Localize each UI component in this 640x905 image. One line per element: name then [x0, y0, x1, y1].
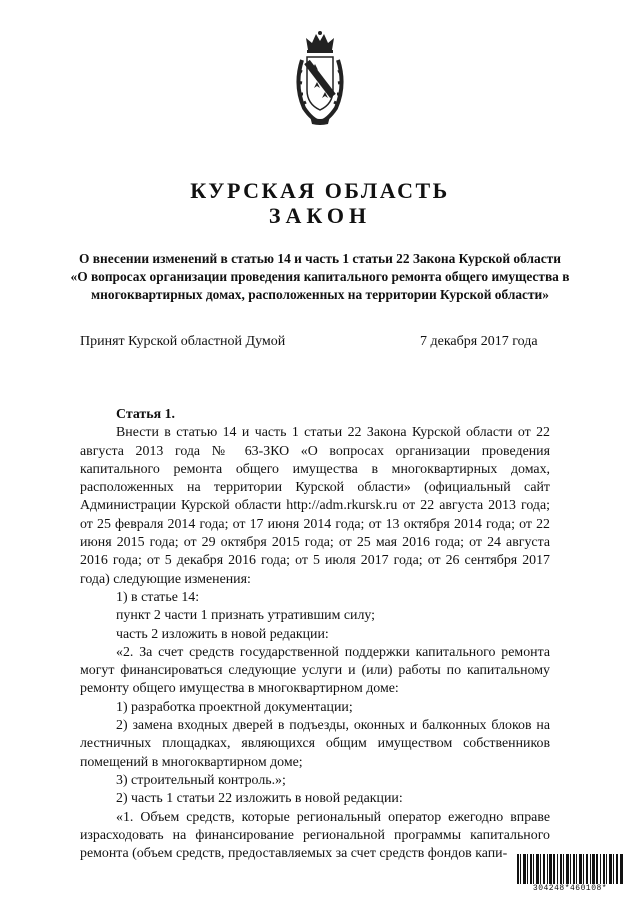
quoted-paragraph: «2. За счет средств государственной поддержки капитального ремонта могут финансироваться следующие услуги и (или) работы по капитальному ремонту общего имущества в многоквартирном доме:	[80, 644, 550, 697]
adoption-date: 7 декабря 2017 года	[420, 334, 538, 349]
coat-of-arms-emblem	[292, 30, 348, 126]
document-type: ЗАКОН	[268, 203, 372, 228]
adopted-by: Принят Курской областной Думой	[80, 334, 286, 349]
list-item: часть 2 изложить в новой редакции:	[116, 626, 329, 642]
barcode-image	[517, 854, 623, 884]
law-title: О внесении изменений в статью 14 и часть 1 статьи 22 Закона Курской области «О вопросах организации проведения капитального ремонта общего имущества в многоквартирных домах, расположенных на территории Курской области»	[70, 251, 570, 302]
article-heading: Статья 1.	[116, 407, 176, 422]
quoted-paragraph: «1. Объем средств, которые региональный оператор ежегодно вправе израсходовать на финансирование региональной программы капитального ремонта (объем средств, предоставляемых за счет средств фондов капи-	[80, 809, 550, 862]
article-intro-paragraph: Внести в статью 14 и часть 1 статьи 22 Закона Курской области от 22 августа 2013 года № 63-ЗКО «О вопросах организации проведения капитального ремонта общего имущества в многоквартирных домах, расположенных на территории Курской области» (официальный сайт Администрации Курской области http://adm.rkursk.ru от 22 августа 2013 года; от 25 февраля 2014 года; от 17 июня 2014 года; от 13 октября 2014 года; от 22 июня 2015 года; от 29 октября 2015 года; от 25 мая 2016 года; от 24 августа 2016 года; от 5 декабря 2016 года; от 5 июля 2017 года; от 26 сентября 2017 года) следующие изменения:	[80, 425, 550, 587]
list-item: пункт 2 части 1 признать утратившим силу;	[116, 608, 376, 624]
law-body	[80, 406, 550, 863]
list-item: 3) строительный контроль.»;	[116, 772, 286, 788]
list-item: 2) замена входных дверей в подъезды, оконных и балконных блоков на лестничных площадках, являющихся общим имуществом собственников помещений в многоквартирном доме;	[80, 718, 550, 770]
barcode-number: 304248*460108*	[532, 884, 608, 893]
region-name: КУРСКАЯ ОБЛАСТЬ	[190, 178, 450, 203]
list-item: 1) разработка проектной документации;	[116, 699, 353, 715]
list-item: 1) в статье 14:	[116, 589, 200, 605]
list-item: 2) часть 1 статьи 22 изложить в новой редакции:	[116, 791, 403, 807]
